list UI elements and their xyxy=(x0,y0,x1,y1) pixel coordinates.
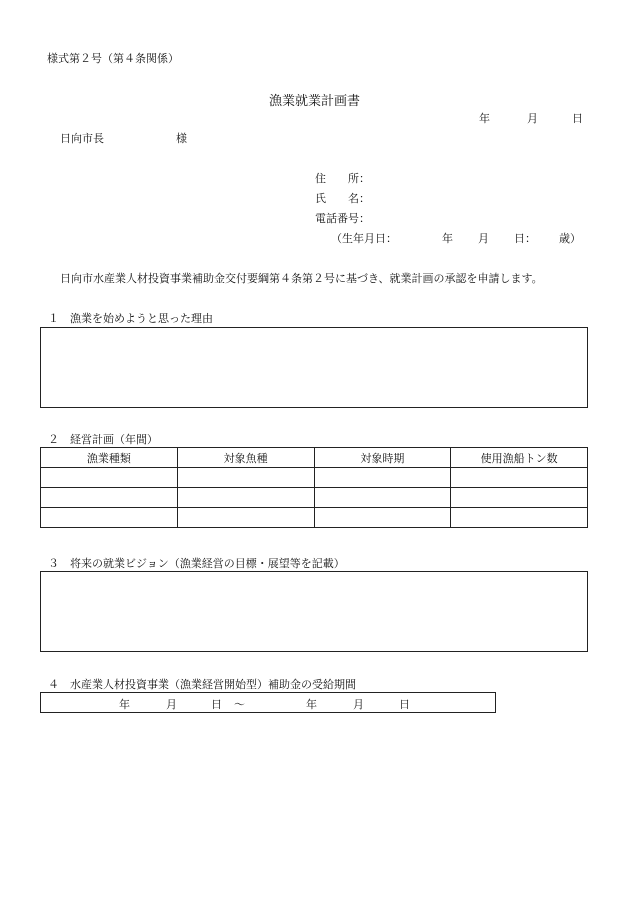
period-tilde: ～ xyxy=(234,698,245,711)
business-plan-table xyxy=(40,447,588,528)
birth-age-label: 歳） xyxy=(559,232,581,245)
table-cell[interactable] xyxy=(451,508,588,528)
column-header: 漁業種類 xyxy=(41,448,178,468)
vision-textarea[interactable] xyxy=(40,571,588,652)
subsidy-period-field[interactable] xyxy=(40,692,496,713)
date-year-label: 年 xyxy=(479,112,490,125)
table-row xyxy=(41,488,588,508)
column-header: 使用漁船トン数 xyxy=(451,448,588,468)
period-start-month: 月 xyxy=(166,698,177,711)
period-end-year: 年 xyxy=(306,698,317,711)
table-cell[interactable] xyxy=(177,468,314,488)
section4-heading: ４ 水産業人材投資事業（漁業経営開始型）補助金の受給期間 xyxy=(48,678,356,691)
table-cell[interactable] xyxy=(177,488,314,508)
column-header: 対象時期 xyxy=(314,448,451,468)
table-cell[interactable] xyxy=(451,468,588,488)
birth-label: （生年月日： xyxy=(331,232,397,245)
birth-year-label: 年 xyxy=(442,232,453,245)
period-end-month: 月 xyxy=(353,698,364,711)
addressee-honorific: 様 xyxy=(176,132,187,145)
date-day-label: 日 xyxy=(572,112,583,125)
section2-heading: ２ 経営計画（年間） xyxy=(48,433,158,446)
date-month-label: 月 xyxy=(527,112,538,125)
table-cell[interactable] xyxy=(41,468,178,488)
column-header: 対象魚種 xyxy=(177,448,314,468)
table-cell[interactable] xyxy=(177,508,314,528)
table-row xyxy=(41,508,588,528)
table-cell[interactable] xyxy=(314,488,451,508)
table-cell[interactable] xyxy=(451,488,588,508)
birth-day-label: 日： xyxy=(514,232,536,245)
table-row xyxy=(41,468,588,488)
address-label: 住 所： xyxy=(315,172,370,185)
application-statement: 日向市水産業人材投資事業補助金交付要綱第４条第２号に基づき、就業計画の承認を申請します。 xyxy=(60,272,543,285)
table-header-row xyxy=(41,448,588,468)
period-end-day: 日 xyxy=(399,698,410,711)
form-number: 様式第２号（第４条関係） xyxy=(47,52,179,65)
reason-textarea[interactable] xyxy=(40,327,588,408)
birth-month-label: 月 xyxy=(478,232,489,245)
table-cell[interactable] xyxy=(41,488,178,508)
period-start-day: 日 xyxy=(211,698,222,711)
addressee-name: 日向市長 xyxy=(60,132,104,145)
table-cell[interactable] xyxy=(314,468,451,488)
period-start-year: 年 xyxy=(119,698,130,711)
page-title: 漁業就業計画書 xyxy=(269,94,361,109)
table-cell[interactable] xyxy=(41,508,178,528)
table-cell[interactable] xyxy=(314,508,451,528)
section1-heading: １ 漁業を始めようと思った理由 xyxy=(48,312,213,325)
phone-label: 電話番号： xyxy=(315,212,370,225)
section3-heading: ３ 将来の就業ビジョン（漁業経営の目標・展望等を記載） xyxy=(48,557,345,570)
name-label: 氏 名： xyxy=(315,192,370,205)
